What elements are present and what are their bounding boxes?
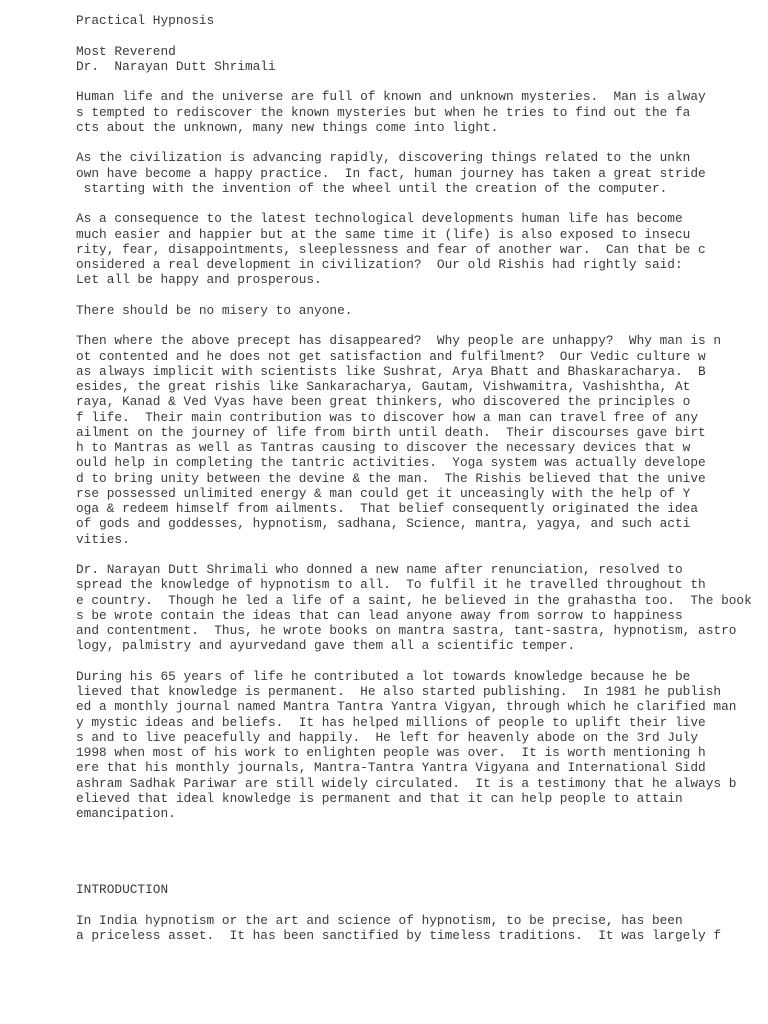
text-line: rse possessed unlimited energy & man could get it unceasingly with the help of Y	[76, 485, 691, 501]
text-line: onsidered a real development in civilization? Our old Rishis had rightly said:	[76, 257, 683, 272]
text-line: ailment on the journey of life from birth until death. Their discourses gave birt	[76, 424, 706, 440]
text-line: s tempted to rediscover the known mysteries but when he tries to find out the fa	[76, 104, 691, 120]
text-line: ere that his monthly journals, Mantra-Tantra Yantra Vigyana and International Sidd	[76, 760, 706, 776]
text-line: d to bring unity between the devine & the man. The Rishis believed that the unive	[76, 470, 706, 486]
text-line: raya, Kanad & Ved Vyas have been great thinkers, who discovered the principles o	[76, 394, 691, 410]
blank-line	[76, 28, 752, 43]
text-line: e country. Though he led a life of a saint, he believed in the grahastha too. The book	[76, 592, 752, 608]
text-line: own have become a happy practice. In fact, human journey has taken a great stride	[76, 165, 706, 181]
text-line: f life. Their main contribution was to discover how a man can travel free of any	[76, 409, 699, 425]
text-line: s and to live peacefully and happily. He left for heavenly abode on the 3rd July	[76, 729, 699, 745]
text-line: spread the knowledge of hypnotism to all. To fulfil it he travelled throughout th	[76, 577, 706, 593]
text-line: Practical Hypnosis	[76, 13, 215, 28]
text-line: and contentment. Thus, he wrote books on mantra sastra, tant-sastra, hypnotism, astro	[76, 623, 737, 638]
text-line: emancipation.	[76, 806, 176, 821]
text-line: Then where the above precept has disappeared? Why people are unhappy? Why man is n	[76, 333, 722, 349]
text-line: There should be no misery to anyone.	[76, 302, 353, 318]
text-line: Human life and the universe are full of known and unknown mysteries. Man is alway	[76, 89, 706, 105]
blank-line	[76, 867, 752, 882]
text-line: Dr. Narayan Dutt Shrimali	[76, 58, 276, 74]
text-line: elieved that ideal knowledge is permanent and that it can help people to attain	[76, 790, 683, 806]
blank-line	[76, 654, 752, 669]
blank-line	[76, 318, 752, 333]
text-line: much easier and happier but at the same time it (life) is also exposed to insecu	[76, 226, 691, 242]
blank-line	[76, 547, 752, 562]
text-line: of gods and goddesses, hypnotism, sadhana, Science, mantra, yagya, and such acti	[76, 516, 691, 532]
text-line: 1998 when most of his work to enlighten people was over. It is worth mentioning h	[76, 745, 706, 760]
text-line: Most Reverend	[76, 43, 176, 59]
text-line: esides, the great rishis like Sankaracharya, Gautam, Vishwamitra, Vashishtha, At	[76, 379, 691, 394]
blank-line	[76, 852, 752, 867]
text-line: cts about the unknown, many new things come into light.	[76, 119, 499, 135]
text-line: h to Mantras as well as Tantras causing to discover the necessary devices that w	[76, 440, 691, 455]
text-line: Dr. Narayan Dutt Shrimali who donned a new name after renunciation, resolved to	[76, 562, 683, 577]
document-body	[76, 13, 752, 943]
text-line: As the civilization is advancing rapidly, discovering things related to the unkn	[76, 150, 691, 166]
text-line: As a consequence to the latest technological developments human life has become	[76, 211, 683, 227]
blank-line	[76, 898, 752, 913]
blank-line	[76, 837, 752, 852]
text-line: lieved that knowledge is permanent. He also started publishing. In 1981 he publish	[76, 684, 722, 699]
blank-line	[76, 196, 752, 211]
text-line: During his 65 years of life he contributed a lot towards knowledge because he be	[76, 668, 691, 684]
text-line: logy, palmistry and ayurvedand gave them all a scientific temper.	[76, 638, 576, 654]
text-line: ould help in completing the tantric activities. Yoga system was actually develope	[76, 455, 706, 471]
text-line: s be wrote contain the ideas that can lead anyone away from sorrow to happiness	[76, 607, 683, 623]
text-line: In India hypnotism or the art and science of hypnotism, to be precise, has been	[76, 912, 683, 928]
text-line: as always implicit with scientists like Sushrat, Arya Bhatt and Bhaskaracharya. B	[76, 363, 706, 379]
blank-line	[76, 821, 752, 836]
text-line: oga & redeem himself from ailments. That belief consequently originated the idea	[76, 501, 699, 516]
text-line: a priceless asset. It has been sanctified by timeless traditions. It was largely f	[76, 928, 722, 943]
text-line: vities.	[76, 531, 130, 547]
text-line: ashram Sadhak Pariwar are still widely circulated. It is a testimony that he always b	[76, 775, 737, 791]
text-line: rity, fear, disappointments, sleeplessness and fear of another war. Can that be c	[76, 241, 706, 257]
blank-line	[76, 135, 752, 150]
text-line: y mystic ideas and beliefs. It has helped millions of people to uplift their live	[76, 714, 706, 730]
text-line: ed a monthly journal named Mantra Tantra Yantra Vigyan, through which he clarified man	[76, 699, 737, 715]
text-line: INTRODUCTION	[76, 882, 169, 898]
text-line: starting with the invention of the wheel until the creation of the computer.	[76, 180, 668, 196]
text-line: Let all be happy and prosperous.	[76, 272, 322, 288]
text-line: ot contented and he does not get satisfaction and fulfilment? Our Vedic culture w	[76, 348, 706, 364]
blank-line	[76, 74, 752, 89]
blank-line	[76, 288, 752, 303]
